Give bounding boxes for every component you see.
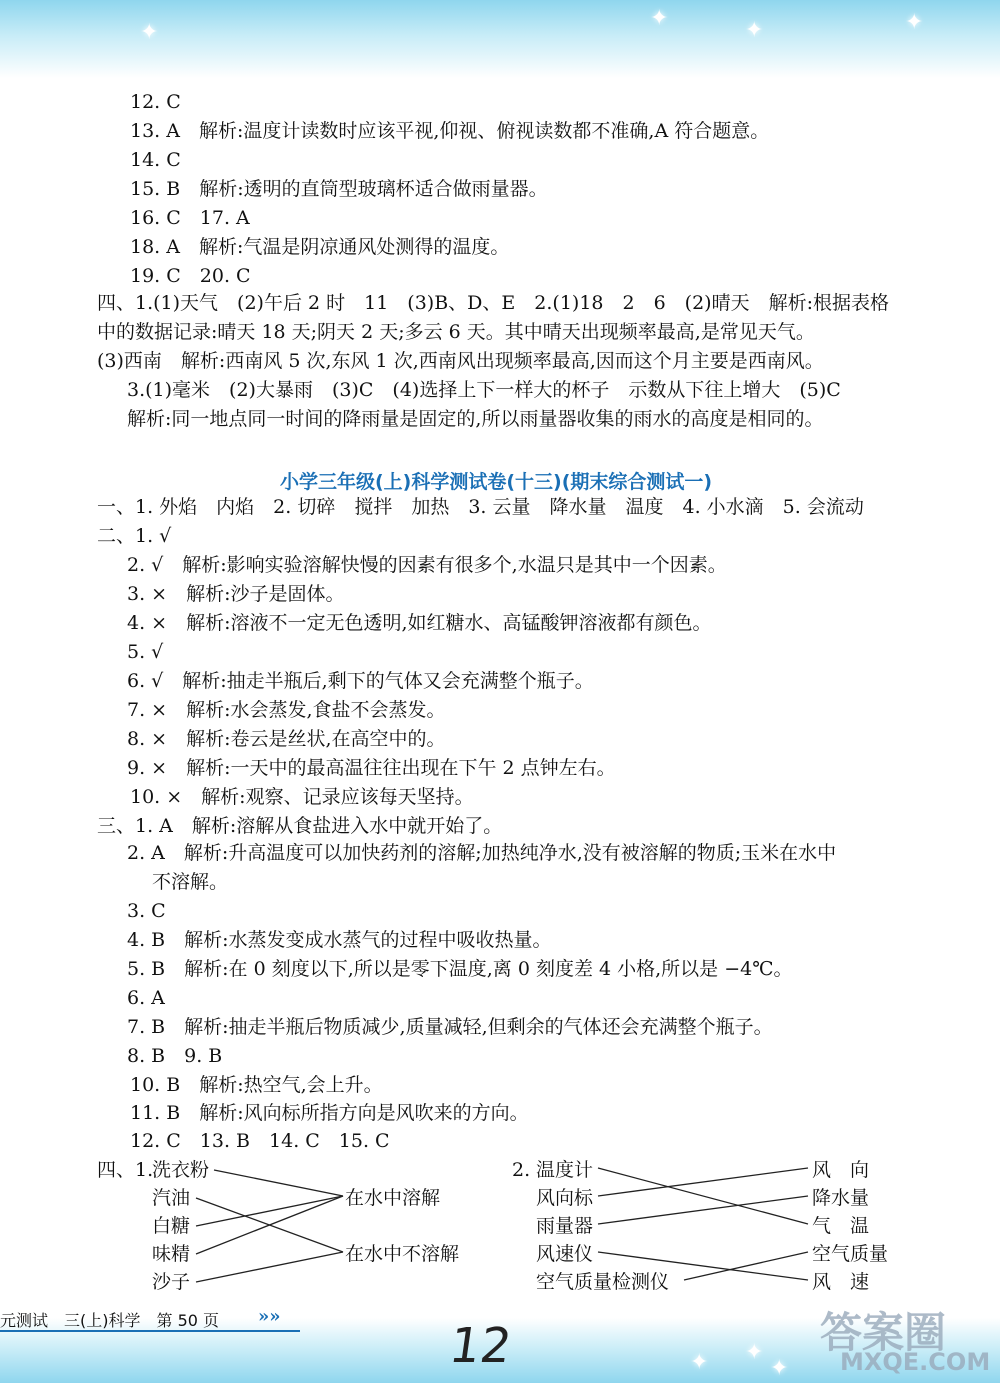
page-footer: 元测试 三(上)科学 第 50 页 [0,1311,220,1330]
sparkle-icon: ✦ [140,20,159,45]
arrow-right-icon: »» [258,1306,281,1327]
answer-line: 解析:同一地点同一时间的降雨量是固定的,所以雨量器收集的雨水的高度是相同的。 [127,408,824,430]
sparkle-icon: ✦ [745,1340,764,1365]
sparkle-icon: ✦ [650,6,669,31]
answer-line: 10. × 解析:观察、记录应该每天坚持。 [130,786,474,808]
footer-rule [0,1330,300,1332]
answer-line: 5. √ [127,641,164,663]
answer-line: 5. B 解析:在 0 刻度以下,所以是零下温度,离 0 刻度差 4 小格,所以是 −4℃。 [127,958,793,980]
match-right-item: 风 向 [812,1159,870,1181]
matching-prefix: 2. [512,1159,531,1181]
answer-line: 14. C [130,149,181,171]
match-right-item: 在水中溶解 [345,1187,441,1209]
answer-line: 一、1. 外焰 内焰 2. 切碎 搅拌 加热 3. 云量 降水量 温度 4. 小水滴 5. 会流动 [97,496,864,518]
answer-line: 2. √ 解析:影响实验溶解快慢的因素有很多个,水温只是其中一个因素。 [127,554,727,576]
match-left-item: 洗衣粉 [152,1159,210,1181]
match-right-item: 气 温 [812,1215,870,1237]
section-title: 小学三年级(上)科学测试卷(十三)(期末综合测试一) [280,471,713,493]
connector-line [598,1196,808,1224]
answer-line: 8. B 9. B [127,1045,223,1067]
match-left-item: 汽油 [152,1187,191,1209]
connector-line [196,1196,343,1254]
answer-line: (3)西南 解析:西南风 5 次,东风 1 次,西南风出现频率最高,因而这个月主要是西南风。 [97,350,824,372]
answer-line: 6. A [127,987,165,1009]
answer-line: 6. √ 解析:抽走半瓶后,剩下的气体又会充满整个瓶子。 [127,670,594,692]
connector-line [196,1196,343,1226]
match-left-item: 味精 [152,1243,191,1265]
match-right-item: 在水中不溶解 [345,1243,460,1265]
answer-line: 8. × 解析:卷云是丝状,在高空中的。 [127,728,446,750]
match-left-item: 温度计 [536,1159,594,1181]
matching-prefix: 四、1. [97,1159,154,1181]
answer-line: 11. B 解析:风向标所指方向是风吹来的方向。 [130,1102,529,1124]
answer-line: 二、1. √ [97,525,172,547]
answer-line: 4. B 解析:水蒸发变成水蒸气的过程中吸收热量。 [127,929,552,951]
match-left-item: 风速仪 [536,1243,594,1265]
watermark-url: MXQE.COM [840,1348,991,1376]
answer-line: 15. B 解析:透明的直筒型玻璃杯适合做雨量器。 [130,178,548,200]
sparkle-icon: ✦ [905,10,924,35]
match-right-item: 空气质量 [812,1243,889,1265]
answer-line: 10. B 解析:热空气,会上升。 [130,1074,383,1096]
answer-line: 13. A 解析:温度计读数时应该平视,仰视、俯视读数都不准确,A 符合题意。 [130,120,770,142]
match-left-item: 风向标 [536,1187,594,1209]
match-left-item: 空气质量检测仪 [536,1271,670,1293]
answer-line: 7. B 解析:抽走半瓶后物质减少,质量减轻,但剩余的气体还会充满整个瓶子。 [127,1016,773,1038]
match-right-item: 风 速 [812,1271,870,1293]
answer-line: 3.(1)毫米 (2)大暴雨 (3)C (4)选择上下一样大的杯子 示数从下往上增大 (5)C [127,379,841,401]
connector-line [598,1168,808,1224]
match-right-item: 降水量 [812,1187,870,1209]
answer-line: 3. × 解析:沙子是固体。 [127,583,345,605]
answer-line: 不溶解。 [152,871,229,893]
answer-line: 12. C [130,91,181,113]
answer-line: 3. C [127,900,166,922]
match-left-item: 沙子 [152,1271,191,1293]
answer-line: 中的数据记录:晴天 18 天;阴天 2 天;多云 6 天。其中晴天出现频率最高,是常见天气。 [97,321,815,343]
answer-line: 19. C 20. C [130,265,251,287]
answer-line: 9. × 解析:一天中的最高温往往出现在下午 2 点钟左右。 [127,757,616,779]
answer-line: 4. × 解析:溶液不一定无色透明,如红糖水、高锰酸钾溶液都有颜色。 [127,612,712,634]
answer-line: 三、1. A 解析:溶解从食盐进入水中就开始了。 [97,815,503,837]
handwritten-number: 12 [446,1318,516,1374]
match-left-item: 白糖 [152,1215,191,1237]
answer-line: 16. C 17. A [130,207,250,229]
connector-line [598,1168,808,1196]
sparkle-icon: ✦ [770,1356,789,1381]
answer-line: 7. × 解析:水会蒸发,食盐不会蒸发。 [127,699,446,721]
watermark-logo: 答案圈 [820,1308,947,1357]
match-left-item: 雨量器 [536,1215,594,1237]
answer-line: 18. A 解析:气温是阴凉通风处测得的温度。 [130,236,510,258]
sparkle-icon: ✦ [690,1350,709,1375]
answer-line: 四、1.(1)天气 (2)午后 2 时 11 (3)B、D、E 2.(1)18 2 6 (2)晴天 解析:根据表格 [97,292,889,314]
connector-line [214,1170,343,1196]
sparkle-icon: ✦ [745,18,764,43]
answer-line: 2. A 解析:升高温度可以加快药剂的溶解;加热纯净水,没有被溶解的物质;玉米在水中 [127,842,837,864]
connector-line [196,1252,343,1282]
answer-line: 12. C 13. B 14. C 15. C [130,1130,390,1152]
